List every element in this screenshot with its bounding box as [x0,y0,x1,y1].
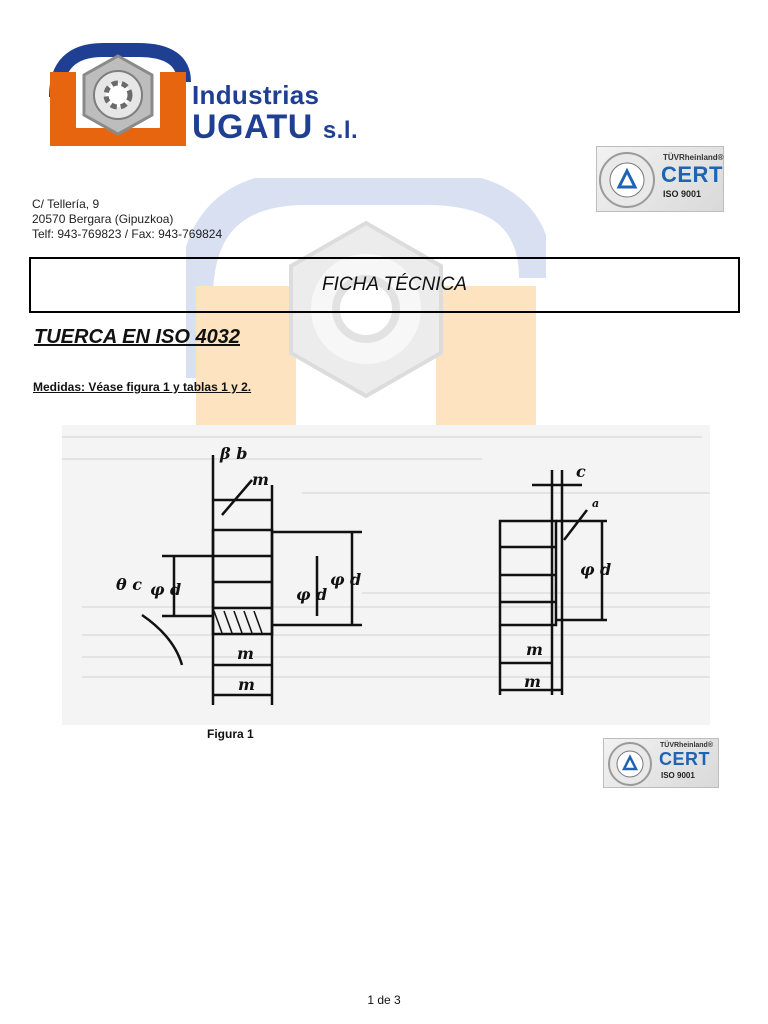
figure-caption: Figura 1 [207,727,254,741]
company-name-line1: Industrias [192,80,320,110]
header-title: FICHA TÉCNICA [322,274,467,295]
label-beta-b: β b [220,444,248,463]
label-a: a [592,497,600,510]
label-mw-right: m [526,640,543,659]
cert-standard: ISO 9001 [663,189,702,199]
cert-standard-bottom: ISO 9001 [661,771,695,780]
label-da: φ d [150,580,182,599]
label-dw-left: φ d [330,570,362,589]
technical-drawing [62,425,710,725]
company-name-main: UGATU [192,108,313,146]
product-title: TUERCA EN ISO 4032 [34,326,240,348]
cert-brand: TÜVRheinland® [663,153,724,162]
certification-badge-bottom [603,738,719,788]
cert-mark-bottom: CERT [659,749,710,769]
header-title-box [29,257,740,313]
label-theta-c: θ c [116,575,142,594]
label-d: φ d [296,585,328,604]
label-mw-top: m [252,470,269,489]
company-name-line2 [192,108,358,147]
label-m-right: m [524,672,541,691]
cert-brand-bottom: TÜVRheinland® [660,742,713,749]
measures-note: Medidas: Véase figura 1 y tablas 1 y 2. [33,380,252,394]
page-number: 1 de 3 [367,993,401,1007]
address-city: 20570 Bergara (Gipuzkoa) [32,212,174,226]
label-dw-right: φ d [580,560,612,579]
label-m-left: m [238,675,255,694]
label-mw-left: m [237,644,254,663]
label-c: c [576,462,586,481]
company-name-suffix: s.l. [322,117,359,144]
address-phone: Telf: 943-769823 / Fax: 943-769824 [32,227,223,241]
address-street: C/ Tellería, 9 [32,197,100,211]
cert-mark: CERT [661,162,723,187]
certification-badge [596,146,724,212]
